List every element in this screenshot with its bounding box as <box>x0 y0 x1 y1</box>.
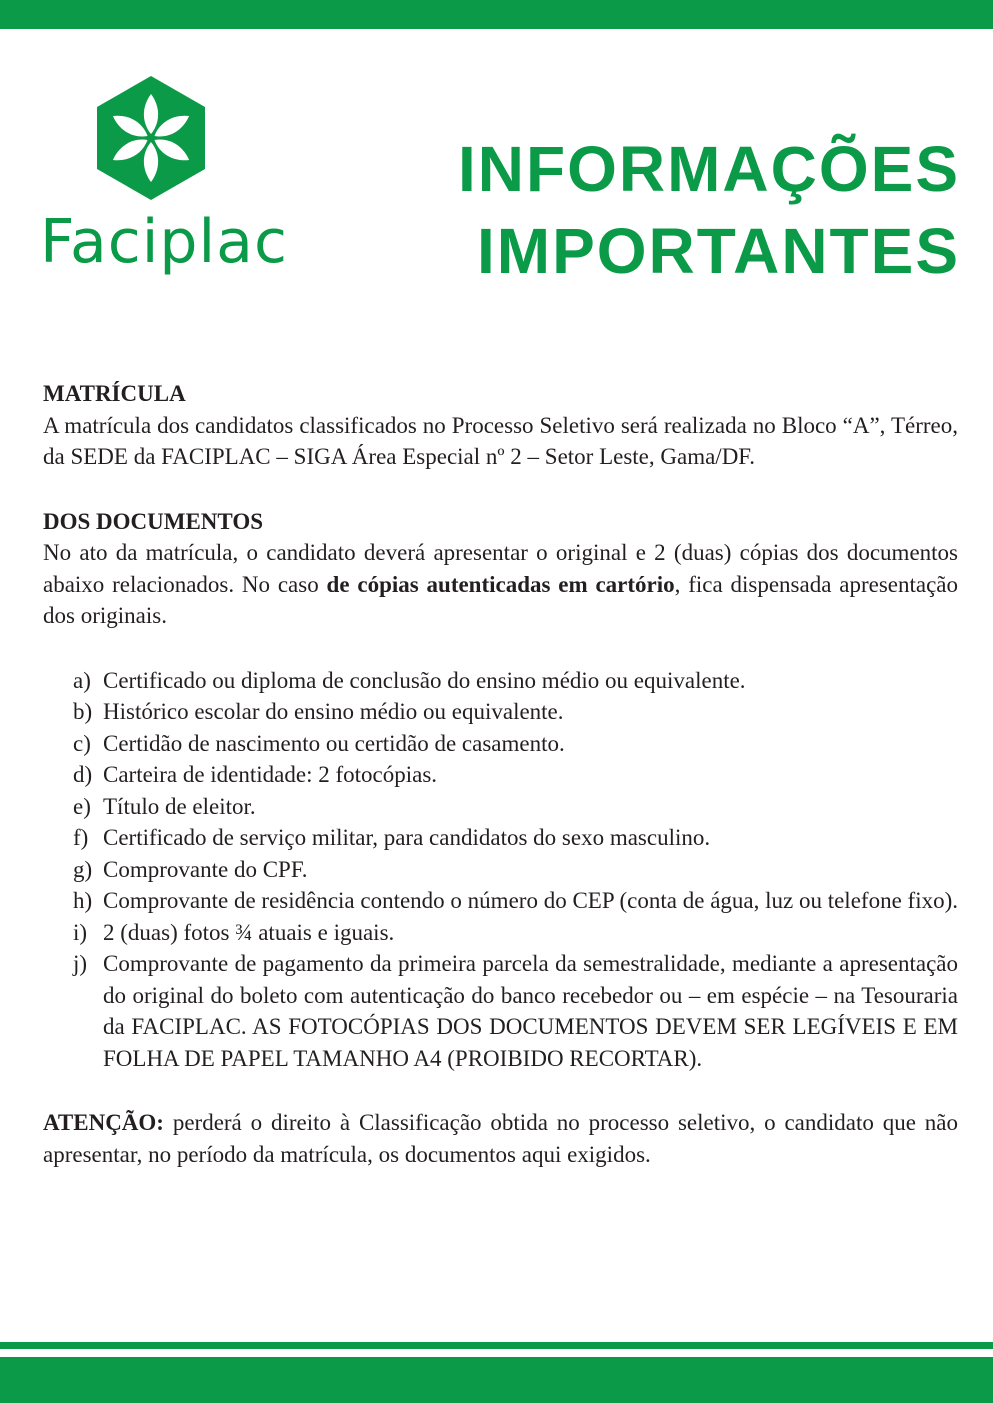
atencao-paragraph <box>43 1107 958 1170</box>
list-item <box>43 665 958 697</box>
page-title <box>440 128 960 292</box>
document-body <box>43 378 958 1170</box>
list-item-text: Título de eleitor. <box>103 793 256 819</box>
list-marker: b) <box>73 699 93 724</box>
title-line-1: INFORMAÇÕES <box>458 133 960 205</box>
list-marker: a) <box>73 667 91 693</box>
bottom-green-bar <box>0 1357 993 1403</box>
list-item <box>43 728 958 760</box>
list-item-text: Comprovante de residência contendo o número do CEP (conta de água, luz ou telefone fixo). <box>103 888 958 913</box>
section-title-matricula: MATRÍCULA <box>43 381 186 406</box>
list-item <box>43 791 958 823</box>
top-green-bar <box>0 0 993 29</box>
intro-text-2: , fica dispensada apresentação dos originais. <box>43 571 958 628</box>
list-marker: g) <box>73 856 93 882</box>
list-item <box>43 854 958 886</box>
list-item-text: Carteira de identidade: 2 fotocópias. <box>103 762 438 787</box>
title-line-2: IMPORTANTES <box>476 215 960 287</box>
list-item <box>43 885 958 917</box>
bottom-thin-green-bar <box>0 1342 993 1349</box>
documents-list <box>43 665 958 1075</box>
section-documentos <box>43 506 958 632</box>
atencao-label: ATENÇÃO: <box>43 1110 164 1135</box>
documentos-intro <box>43 537 958 632</box>
list-marker: d) <box>73 762 93 787</box>
faciplac-logo-icon <box>94 76 208 200</box>
section-title-documentos: DOS DOCUMENTOS <box>43 508 264 534</box>
list-item <box>43 917 958 949</box>
atencao-text: perderá o direito à Classificação obtida no processo seletivo, o candidato que não apresentar, no período da matrícula, os documentos aqui exigidos. <box>43 1110 958 1167</box>
intro-text-1: No ato da matrícula, o candidato deverá apresentar o original e 2 (duas) cópias dos documentos abaixo relacionados. No caso <box>43 540 958 597</box>
list-item-text: Comprovante do CPF. <box>103 856 308 882</box>
list-item-text: Certificado de serviço militar, para candidatos do sexo masculino. <box>103 825 711 850</box>
faciplac-wordmark: Faciplac <box>40 207 288 277</box>
section-matricula <box>43 378 958 473</box>
list-item-text: Comprovante de pagamento da primeira parcela da semestralidade, mediante a apresentação do original do boleto com autenticação do banco recebedor ou – em espécie – na Tesouraria da FACIPLAC. AS FOTOCÓPIAS DOS DOCUMENTOS DEVEM SER LEGÍVEIS E EM FOLHA DE PAPEL TAMANHO A4 (PROIBIDO RECORTAR). <box>103 951 958 1071</box>
list-marker: i) <box>73 919 88 945</box>
list-item <box>43 822 958 854</box>
list-item-text: Certificado ou diploma de conclusão do ensino médio ou equivalente. <box>103 667 746 693</box>
list-marker: h) <box>73 888 93 913</box>
list-marker: e) <box>73 793 91 819</box>
list-item <box>43 948 958 1074</box>
list-marker: j) <box>73 951 88 976</box>
list-item-text: Certidão de nascimento ou certidão de casamento. <box>103 730 565 756</box>
list-marker: f) <box>73 825 89 850</box>
list-item <box>43 759 958 791</box>
list-item-text: 2 (duas) fotos ¾ atuais e iguais. <box>103 919 395 945</box>
list-item <box>43 696 958 728</box>
list-item-text: Histórico escolar do ensino médio ou equivalente. <box>103 699 564 724</box>
list-marker: c) <box>73 730 91 756</box>
intro-bold-text: de cópias autenticadas em cartório <box>326 571 675 597</box>
matricula-paragraph: A matrícula dos candidatos classificados no Processo Seletivo será realizada no Bloco “A”, Térreo, da SEDE da FACIPLAC – SIGA Área Especial nº 2 – Setor Leste, Gama/DF. <box>43 412 958 469</box>
